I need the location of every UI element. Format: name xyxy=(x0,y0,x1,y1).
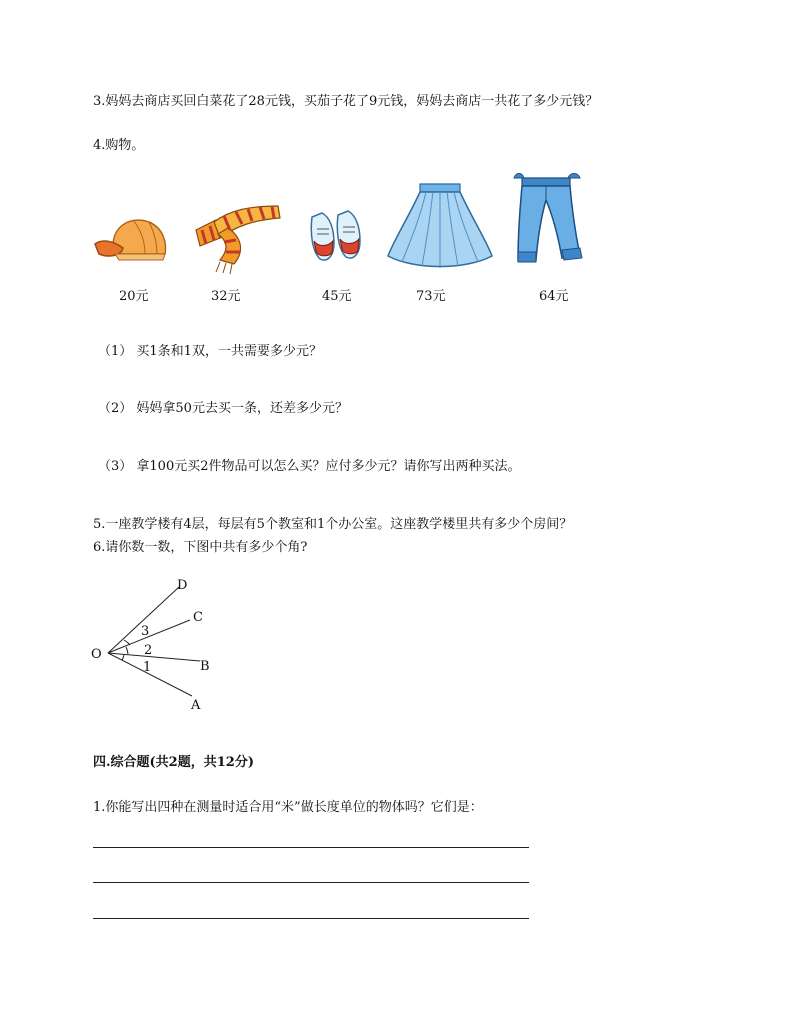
answer-line-1 xyxy=(93,847,529,848)
question-4-sub-3: （3） 拿100元买2件物品可以怎么买？应付多少元？请你写出两种买法。 xyxy=(98,459,521,474)
cap-icon xyxy=(93,212,173,272)
shoes-icon xyxy=(306,207,366,269)
question-4-sub-2: （2） 妈妈拿50元去买一条，还差多少元？ xyxy=(98,401,348,416)
price-scarf: 32元 xyxy=(211,289,241,304)
label-3: 3 xyxy=(141,624,150,639)
question-5: 5.一座教学楼有4层，每层有5个教室和1个办公室。这座教学楼里共有多少个房间？ xyxy=(93,517,573,532)
label-1: 1 xyxy=(143,660,152,675)
section-4-question-1: 1.你能写出四种在测量时适合用“米”做长度单位的物体吗？它们是： xyxy=(93,800,483,815)
question-4-title: 4.购物。 xyxy=(93,138,145,153)
skirt-icon xyxy=(386,178,494,274)
label-b: B xyxy=(200,659,210,674)
angle-diagram xyxy=(88,572,228,712)
scarf-icon xyxy=(190,200,284,280)
price-cap: 20元 xyxy=(119,289,149,304)
arc-3 xyxy=(124,640,130,645)
arc-1 xyxy=(122,655,124,660)
question-4-sub-1: （1） 买1条和1双，一共需要多少元？ xyxy=(98,344,322,359)
question-6: 6.请你数一数，下图中共有多少个角? xyxy=(93,540,308,555)
price-pants: 64元 xyxy=(539,289,569,304)
answer-line-3 xyxy=(93,918,529,919)
price-skirt: 73元 xyxy=(416,289,446,304)
price-shoes: 45元 xyxy=(322,289,352,304)
question-3: 3.妈妈去商店买回白菜花了28元钱，买茄子花了9元钱，妈妈去商店一共花了多少元钱？ xyxy=(93,94,599,109)
section-4-heading: 四.综合题(共2题，共12分) xyxy=(93,755,254,770)
label-o: O xyxy=(91,647,102,662)
label-a: A xyxy=(191,698,201,712)
label-c: C xyxy=(193,610,203,625)
arc-2 xyxy=(126,647,128,654)
label-2: 2 xyxy=(144,643,153,658)
answer-line-2 xyxy=(93,882,529,883)
pants-icon xyxy=(512,170,584,274)
label-d: D xyxy=(177,578,188,593)
